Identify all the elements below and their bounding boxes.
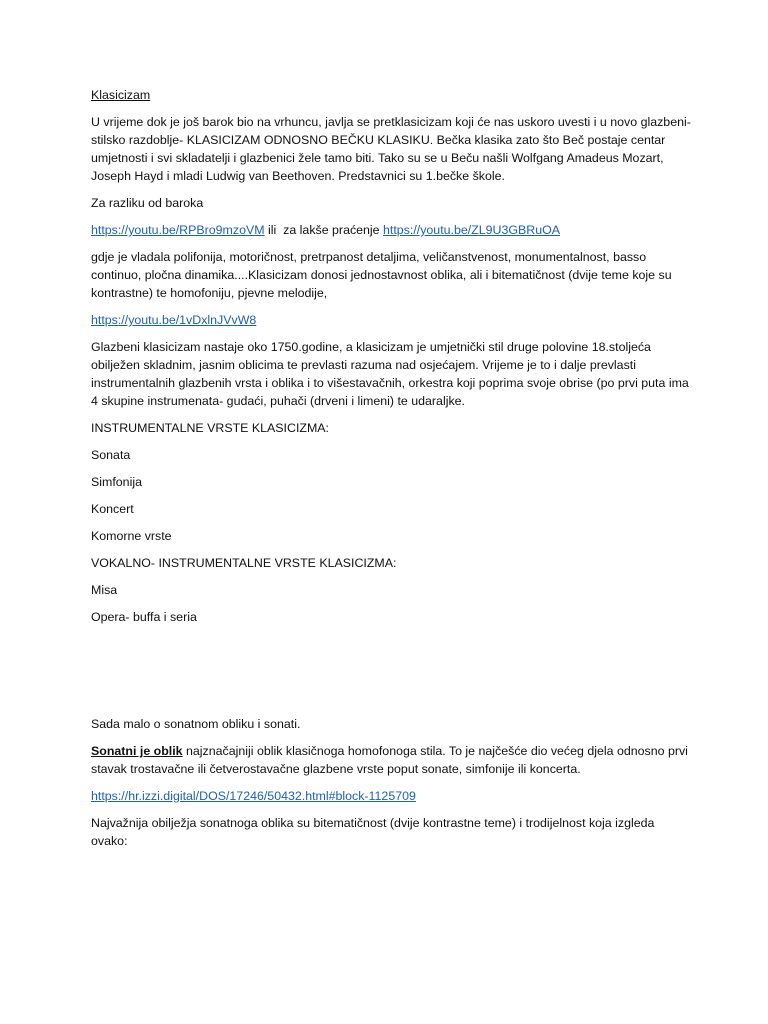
baroque-description: gdje je vladala polifonija, motoričnost, pretrpanost detaljima, veličanstvenost, monumentalnost, basso continuo, pločna dinamika....Klasicizam donosi jednostavnost oblika, ali i bitematičnost (dvije teme koje su kontrastne) te homofoniju, pjevne melodije, <box>91 250 672 300</box>
vocal-heading: VOKALNO- INSTRUMENTALNE VRSTE KLASICIZMA: <box>91 556 397 570</box>
baroque-diff-line: Za razliku od baroka <box>91 196 204 210</box>
list-item: Misa <box>91 583 118 597</box>
document-page <box>91 86 691 859</box>
youtube-link-1[interactable]: https://youtu.be/RPBro9mzoVM <box>91 223 265 237</box>
links-line <box>91 221 691 239</box>
list-item: Koncert <box>91 502 134 516</box>
intro-paragraph: U vrijeme dok je još barok bio na vrhuncu, javlja se pretklasicizam koji će nas uskoro uvesti i u novo glazbeni- stilsko razdoblje- KLASICIZAM ODNOSNO BEČKU KLASIKU. Bečka klasika zato što Beč postaje centar umjetnosti i svi skladatelji i glazbenici žele tamo biti. Tako su se u Beču našli Wolfgang Amadeus Mozart, Joseph Hayd i mladi Ludwig van Beethoven. Predstavnici su 1.bečke škole. <box>91 115 691 183</box>
list-item: Sonata <box>91 448 131 462</box>
title-text: Klasicizam <box>91 88 151 102</box>
blank-space <box>91 635 691 715</box>
sonata-form-lead: Sonatni je oblik <box>91 744 183 758</box>
sonata-intro: Sada malo o sonatnom obliku i sonati. <box>91 717 301 731</box>
list-item: Simfonija <box>91 475 142 489</box>
instrumental-heading: INSTRUMENTALNE VRSTE KLASICIZMA: <box>91 421 329 435</box>
list-item: Komorne vrste <box>91 529 172 543</box>
izzi-link[interactable]: https://hr.izzi.digital/DOS/17246/50432.html#block-1125709 <box>91 789 416 803</box>
youtube-link-2[interactable]: https://youtu.be/ZL9U3GBRuOA <box>383 223 561 237</box>
sonata-form-rest: najznačajniji oblik klasičnoga homofonoga stila. To je najčešće dio većeg djela odnosno prvi stavak trostavačne ili četverostavačne glazbene vrste poput sonate, simfonije ili koncerta. <box>91 744 688 776</box>
link3-line <box>91 311 691 329</box>
sonata-features: Najvažnija obilježja sonatnoga oblika su bitematičnost (dvije kontrastne teme) i trodijelnost koja izgleda ovako: <box>91 816 655 848</box>
link4-line <box>91 787 691 805</box>
classicism-description: Glazbeni klasicizam nastaje oko 1750.godine, a klasicizam je umjetnički stil druge polovine 18.stoljeća obilježen skladnim, jasnim oblicima te prevlasti razuma nad osjećajem. Vrijeme je to i dalje prevlasti instrumentalnih glazbenih vrsta i oblika i to višestavačnih, orkestra koji poprima svoje obrise (po prvi puta ima 4 skupine instrumenata- gudaći, puhači (drveni i limeni) te udaraljke. <box>91 340 689 408</box>
sonata-form-paragraph <box>91 742 691 778</box>
list-item: Opera- buffa i seria <box>91 610 197 624</box>
links-connector: ili za lakše praćenje <box>264 223 384 237</box>
document-title <box>91 86 691 104</box>
youtube-link-3[interactable]: https://youtu.be/1vDxlnJVvW8 <box>91 313 257 327</box>
